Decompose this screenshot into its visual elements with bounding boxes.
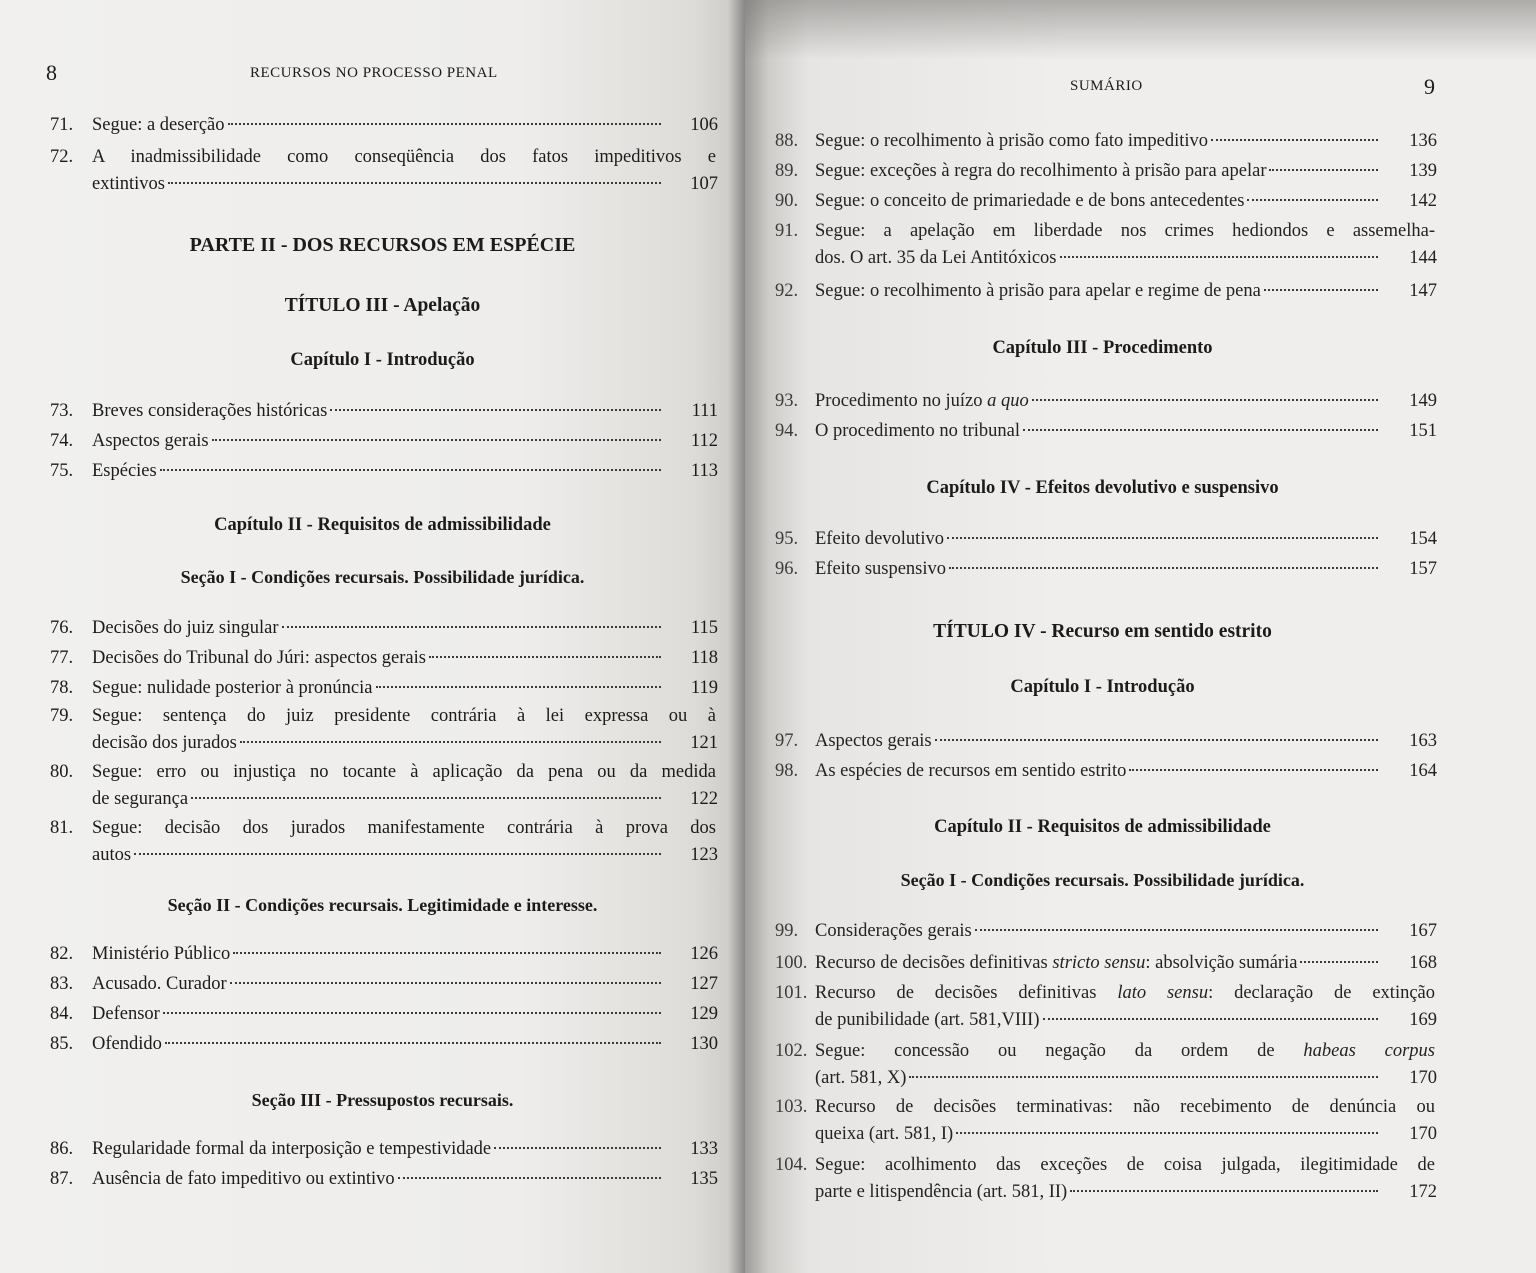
dot-leader	[1060, 256, 1379, 258]
toc-entry	[50, 759, 718, 813]
dot-leader	[240, 741, 661, 743]
entry-number: 91.	[775, 221, 799, 241]
entry-number: 96.	[775, 559, 799, 579]
dot-leader	[1247, 199, 1378, 201]
entry-page-number: 107	[690, 174, 718, 194]
entry-text: queixa (art. 581, I)	[815, 1124, 954, 1144]
entry-page-number: 106	[690, 115, 718, 135]
entry-text: parte e litispendência (art. 581, II)	[815, 1182, 1068, 1202]
entry-page-number: 142	[1409, 191, 1437, 211]
entry-text: Segue: o recolhimento à prisão como fato impeditivo	[815, 131, 1209, 151]
page-number: 9	[1424, 74, 1435, 99]
entry-text: Segue: erro ou injustiça no tocante à aplicação da pena ou da medida	[92, 762, 716, 782]
entry-page-number: 163	[1409, 731, 1437, 751]
entry-page-number: 122	[690, 789, 718, 809]
entry-page-number: 170	[1409, 1068, 1437, 1088]
entry-text: Decisões do Tribunal do Júri: aspectos gerais	[92, 648, 426, 668]
toc-entry	[775, 218, 1437, 272]
dot-leader	[330, 409, 661, 411]
entry-text: Breves considerações históricas	[92, 401, 328, 421]
toc-entry	[775, 980, 1437, 1034]
toc-entry	[775, 758, 1437, 785]
entry-text: Segue: decisão dos jurados manifestamente contrária à prova dos	[92, 818, 716, 838]
toc-entry	[50, 112, 718, 139]
entry-text: Defensor	[92, 1004, 160, 1024]
toc-entry	[775, 1094, 1437, 1148]
entry-number: 77.	[50, 648, 74, 668]
toc-entry	[50, 1136, 718, 1163]
entry-number: 78.	[50, 678, 74, 698]
page-curl-shadow	[745, 0, 1536, 60]
entry-number: 93.	[775, 391, 799, 411]
entry-text: Aspectos gerais	[815, 731, 932, 751]
toc-entry	[50, 971, 718, 998]
dot-leader	[376, 686, 662, 688]
toc-entry	[50, 615, 718, 642]
entry-page-number: 136	[1409, 131, 1437, 151]
toc-entry	[775, 1152, 1437, 1206]
entry-number: 74.	[50, 431, 74, 451]
section-heading: Seção II - Condições recursais. Legitimidade e interesse.	[167, 895, 598, 915]
toc-entry	[50, 458, 718, 485]
toc-entry	[775, 918, 1437, 945]
section-heading: Seção III - Pressupostos recursais.	[251, 1090, 514, 1110]
running-head: SUMÁRIO	[1070, 78, 1143, 94]
dot-leader	[935, 739, 1378, 741]
entry-page-number: 169	[1409, 1010, 1437, 1030]
part-heading: PARTE II - DOS RECURSOS EM ESPÉCIE	[189, 234, 576, 256]
entry-text: dos. O art. 35 da Lei Antitóxicos	[815, 248, 1057, 268]
entry-page-number: 147	[1409, 281, 1437, 301]
entry-number: 75.	[50, 461, 74, 481]
entry-page-number: 127	[690, 974, 718, 994]
entry-text: Ofendido	[92, 1034, 162, 1054]
entry-page-number: 123	[690, 845, 718, 865]
entry-text: Efeito devolutivo	[815, 529, 944, 549]
dot-leader	[398, 1177, 661, 1179]
chapter-heading: Capítulo I - Introdução	[290, 350, 475, 370]
entry-number: 104.	[775, 1155, 808, 1175]
entry-page-number: 168	[1409, 953, 1437, 973]
dot-leader	[160, 469, 661, 471]
toc-entry	[50, 1031, 718, 1058]
toc-entry	[50, 675, 718, 702]
entry-number: 72.	[50, 147, 74, 167]
toc-entry	[775, 526, 1437, 553]
titulo-heading: TÍTULO III - Apelação	[284, 295, 481, 316]
dot-leader	[429, 656, 661, 658]
entry-text: O procedimento no tribunal	[815, 421, 1020, 441]
entry-text: extintivos	[92, 174, 165, 194]
entry-text: Espécies	[92, 461, 157, 481]
entry-page-number: 119	[690, 678, 718, 698]
entry-text: Regularidade formal da interposição e tempestividade	[92, 1139, 492, 1159]
dot-leader	[1070, 1190, 1378, 1192]
toc-entry	[50, 941, 718, 968]
running-head: RECURSOS NO PROCESSO PENAL	[250, 65, 498, 81]
chapter-heading: Capítulo I - Introdução	[1010, 677, 1195, 697]
chapter-heading: Capítulo IV - Efeitos devolutivo e suspensivo	[926, 478, 1279, 498]
right-page	[745, 0, 1536, 1273]
entry-text: de punibilidade (art. 581,VIII)	[815, 1010, 1040, 1030]
toc-entry	[775, 188, 1437, 215]
entry-page-number: 157	[1409, 559, 1437, 579]
entry-number: 99.	[775, 921, 799, 941]
section-heading: Seção I - Condições recursais. Possibilidade jurídica.	[900, 870, 1305, 890]
chapter-heading: Capítulo III - Procedimento	[992, 338, 1213, 358]
entry-text: Segue: concessão ou negação da ordem de habeas corpus	[815, 1041, 1436, 1061]
dot-leader	[949, 567, 1378, 569]
entry-text: Segue: sentença do juiz presidente contrária à lei expressa ou à	[92, 706, 716, 726]
toc-entry	[775, 556, 1437, 583]
entry-number: 73.	[50, 401, 74, 421]
entry-page-number: 121	[690, 733, 718, 753]
entry-text: decisão dos jurados	[92, 733, 237, 753]
entry-page-number: 172	[1409, 1182, 1437, 1202]
chapter-heading: Capítulo II - Requisitos de admissibilidade	[214, 515, 551, 535]
entry-number: 85.	[50, 1034, 74, 1054]
dot-leader	[1300, 961, 1378, 963]
entry-page-number: 112	[690, 431, 718, 451]
entry-text: Ausência de fato impeditivo ou extintivo	[92, 1169, 395, 1189]
dot-leader	[230, 982, 661, 984]
toc-entry	[50, 398, 718, 425]
toc-entry	[775, 128, 1437, 155]
entry-page-number: 164	[1409, 761, 1437, 781]
entry-number: 86.	[50, 1139, 74, 1159]
entry-text: Segue: o conceito de primariedade e de bons antecedentes	[815, 191, 1245, 211]
entry-number: 83.	[50, 974, 74, 994]
entry-number: 76.	[50, 618, 74, 638]
entry-text: Segue: nulidade posterior à pronúncia	[92, 678, 373, 698]
dot-leader	[168, 182, 661, 184]
entry-number: 101.	[775, 983, 808, 1003]
toc-entry	[50, 1001, 718, 1028]
entry-number: 80.	[50, 762, 74, 782]
entry-page-number: 115	[690, 618, 718, 638]
entry-page-number: 144	[1409, 248, 1437, 268]
entry-number: 92.	[775, 281, 799, 301]
entry-text: Segue: exceções à regra do recolhimento à prisão para apelar	[815, 161, 1267, 181]
dot-leader	[191, 797, 661, 799]
entry-number: 94.	[775, 421, 799, 441]
entry-text: (art. 581, X)	[815, 1068, 907, 1088]
entry-page-number: 139	[1409, 161, 1437, 181]
toc-entry	[775, 728, 1437, 755]
dot-leader	[165, 1042, 661, 1044]
entry-text: Considerações gerais	[815, 921, 972, 941]
toc-entry	[775, 418, 1437, 445]
titulo-heading: TÍTULO IV - Recurso em sentido estrito	[933, 621, 1272, 642]
entry-text: Recurso de decisões definitivas lato sensu: declaração de extinção	[815, 983, 1435, 1003]
dot-leader	[1023, 429, 1378, 431]
toc-entry	[50, 703, 718, 757]
entry-text: de segurança	[92, 789, 189, 809]
dot-leader	[1032, 399, 1378, 401]
toc-entry	[50, 815, 718, 869]
entry-text: Acusado. Curador	[92, 974, 227, 994]
dot-leader	[1043, 1018, 1379, 1020]
dot-leader	[1129, 769, 1378, 771]
toc-entry	[775, 158, 1437, 185]
entry-number: 87.	[50, 1169, 74, 1189]
entry-text: A inadmissibilidade como conseqüência dos fatos impeditivos e	[92, 147, 716, 167]
entry-number: 79.	[50, 706, 74, 726]
dot-leader	[233, 952, 661, 954]
entry-text: Segue: a deserção	[92, 115, 225, 135]
entry-text: Aspectos gerais	[92, 431, 209, 451]
entry-text: Segue: a apelação em liberdade nos crimes hediondos e assemelha-	[815, 221, 1435, 241]
dot-leader	[975, 929, 1378, 931]
entry-number: 89.	[775, 161, 799, 181]
toc-entry	[775, 1038, 1437, 1092]
toc-entry	[775, 950, 1437, 977]
entry-page-number: 151	[1409, 421, 1437, 441]
entry-number: 88.	[775, 131, 799, 151]
entry-text: Procedimento no juízo a quo	[815, 391, 1029, 411]
entry-text: autos	[92, 845, 132, 865]
toc-entry	[775, 278, 1437, 305]
entry-page-number: 118	[690, 648, 718, 668]
entry-page-number: 126	[690, 944, 718, 964]
entry-page-number: 130	[690, 1034, 718, 1054]
toc-entry	[775, 388, 1437, 415]
entry-page-number: 113	[690, 461, 718, 481]
dot-leader	[163, 1012, 661, 1014]
entry-page-number: 154	[1409, 529, 1437, 549]
entry-page-number: 170	[1409, 1124, 1437, 1144]
dot-leader	[494, 1147, 661, 1149]
entry-number: 102.	[775, 1041, 808, 1061]
left-page	[0, 0, 745, 1273]
entry-number: 71.	[50, 115, 74, 135]
page-number: 8	[46, 60, 57, 85]
dot-leader	[282, 626, 662, 628]
toc-entry	[50, 428, 718, 455]
section-heading: Seção I - Condições recursais. Possibilidade jurídica.	[180, 567, 585, 587]
entry-page-number: 133	[690, 1139, 718, 1159]
entry-number: 97.	[775, 731, 799, 751]
dot-leader	[947, 537, 1378, 539]
entry-text: Recurso de decisões definitivas stricto sensu: absolvição sumária	[815, 953, 1298, 973]
entry-page-number: 111	[691, 401, 718, 421]
entry-text: Segue: acolhimento das exceções de coisa julgada, ilegitimidade de	[815, 1155, 1435, 1175]
dot-leader	[1269, 169, 1378, 171]
dot-leader	[909, 1076, 1378, 1078]
toc-entry	[50, 144, 718, 198]
chapter-heading: Capítulo II - Requisitos de admissibilidade	[934, 817, 1271, 837]
entry-number: 84.	[50, 1004, 74, 1024]
entry-number: 103.	[775, 1097, 808, 1117]
dot-leader	[1264, 289, 1378, 291]
entry-page-number: 129	[690, 1004, 718, 1024]
entry-page-number: 135	[690, 1169, 718, 1189]
entry-text: Ministério Público	[92, 944, 231, 964]
dot-leader	[228, 123, 661, 125]
entry-number: 81.	[50, 818, 74, 838]
dot-leader	[212, 439, 661, 441]
entry-page-number: 149	[1409, 391, 1437, 411]
entry-text: As espécies de recursos em sentido estrito	[815, 761, 1127, 781]
entry-text: Decisões do juiz singular	[92, 618, 279, 638]
entry-number: 82.	[50, 944, 74, 964]
entry-number: 100.	[775, 953, 808, 973]
toc-entry	[50, 645, 718, 672]
entry-text: Recurso de decisões terminativas: não recebimento de denúncia ou	[815, 1097, 1435, 1117]
dot-leader	[134, 853, 661, 855]
dot-leader	[956, 1132, 1378, 1134]
entry-number: 95.	[775, 529, 799, 549]
entry-number: 90.	[775, 191, 799, 211]
entry-number: 98.	[775, 761, 799, 781]
entry-text: Efeito suspensivo	[815, 559, 947, 579]
toc-entry	[50, 1166, 718, 1193]
entry-text: Segue: o recolhimento à prisão para apelar e regime de pena	[815, 281, 1261, 301]
dot-leader	[1211, 139, 1378, 141]
entry-page-number: 167	[1409, 921, 1437, 941]
